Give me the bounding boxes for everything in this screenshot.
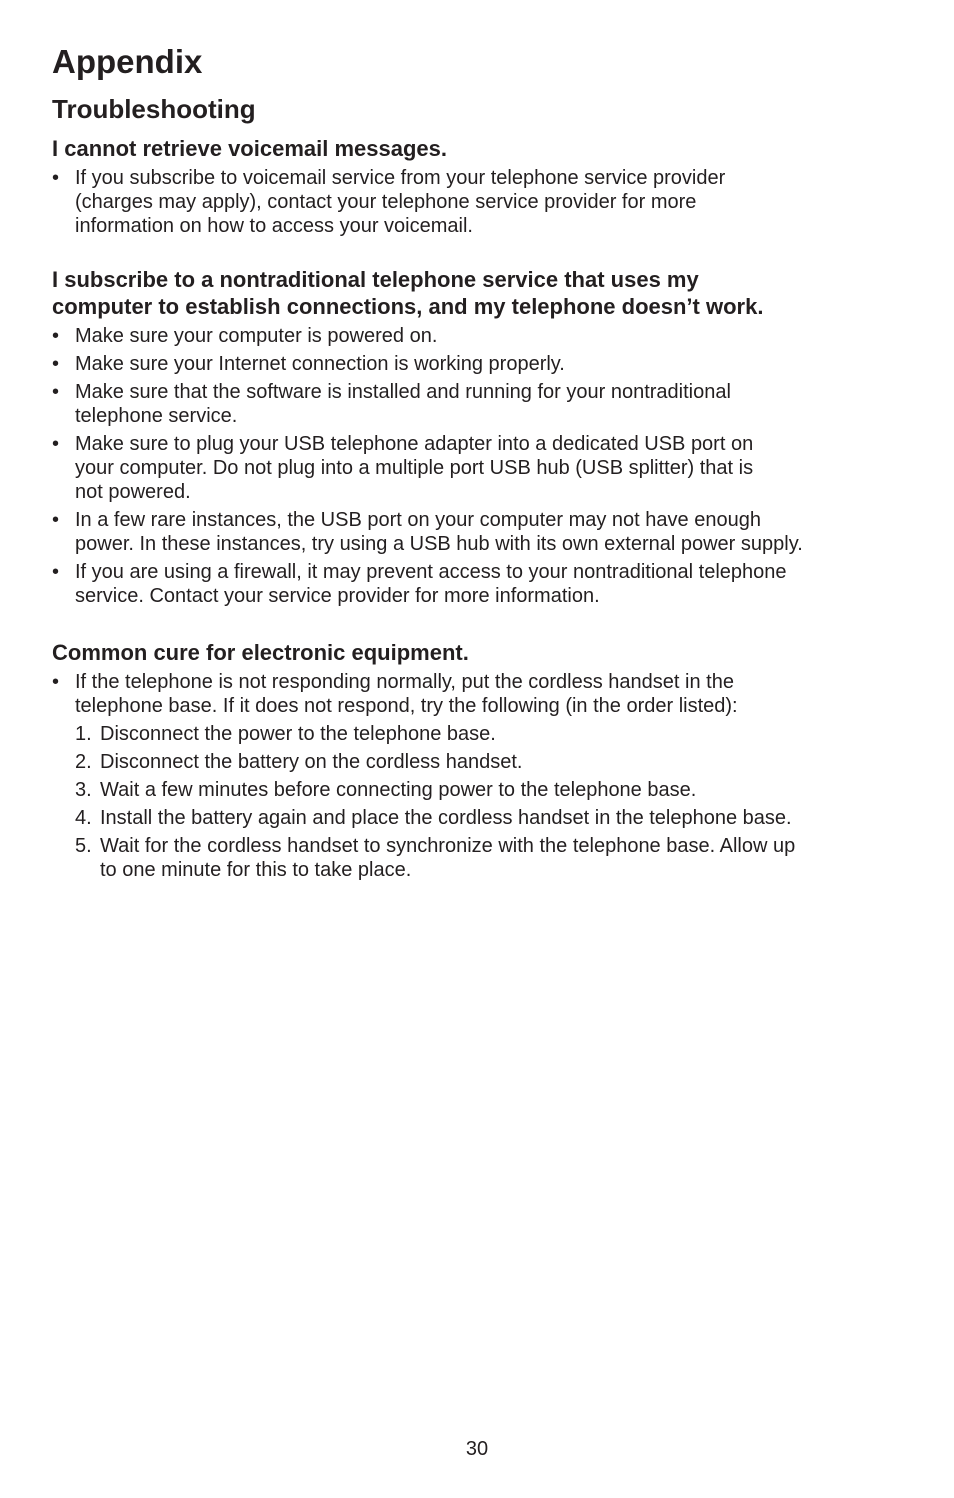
step-number: 5.	[75, 835, 92, 857]
step-item: 2. Disconnect the battery on the cordless handset.	[75, 751, 523, 773]
section-nontraditional-service	[52, 266, 912, 608]
list-item: • Make sure your computer is powered on.	[52, 325, 438, 347]
page-title: Appendix	[52, 43, 203, 80]
section-voicemail	[52, 135, 912, 238]
section-title: I subscribe to a nontraditional telephone service that uses my computer to establish connections, and my telephone doesn’t work.	[52, 267, 764, 319]
bullet-list	[52, 670, 912, 718]
list-item: • If the telephone is not responding normally, put the cordless handset in the telephone base. If it does not respond, try the following (in the order listed):	[52, 671, 738, 717]
step-item: 3. Wait a few minutes before connecting power to the telephone base.	[75, 779, 697, 801]
step-item: 1. Disconnect the power to the telephone base.	[75, 723, 496, 745]
section-title: I cannot retrieve voicemail messages.	[52, 136, 447, 161]
list-item: • In a few rare instances, the USB port on your computer may not have enough power. In these instances, try using a USB hub with its own external power supply.	[52, 509, 803, 555]
step-item: 5. Wait for the cordless handset to synchronize with the telephone base. Allow up to one minute for this to take place.	[75, 835, 796, 881]
bullet-glyph: •	[52, 509, 60, 531]
bullet-list	[52, 166, 912, 238]
list-item: • Make sure to plug your USB telephone adapter into a dedicated USB port on your computer. Do not plug into a multiple port USB hub (USB splitter) that is not powered.	[52, 433, 754, 503]
list-item: • Make sure your Internet connection is working properly.	[52, 353, 565, 375]
bullet-glyph: •	[52, 433, 60, 455]
page-subtitle: Troubleshooting	[52, 94, 256, 124]
bullet-glyph: •	[52, 167, 60, 189]
bullet-glyph: •	[52, 325, 60, 347]
list-item: • If you are using a firewall, it may prevent access to your nontraditional telephone service. Contact your service provider for more information.	[52, 561, 787, 607]
section-title: Common cure for electronic equipment.	[52, 640, 469, 665]
step-number: 4.	[75, 807, 92, 829]
numbered-steps	[52, 722, 912, 882]
step-number: 1.	[75, 723, 92, 745]
bullet-list	[52, 324, 912, 608]
bullet-glyph: •	[52, 353, 60, 375]
page-number: 30	[465, 1438, 489, 1460]
step-item: 4. Install the battery again and place the cordless handset in the telephone base.	[75, 807, 792, 829]
bullet-glyph: •	[52, 671, 60, 693]
bullet-glyph: •	[52, 381, 60, 403]
list-item: • Make sure that the software is installed and running for your nontraditional telephone service.	[52, 381, 731, 427]
section-common-cure	[52, 639, 912, 882]
step-number: 2.	[75, 751, 92, 773]
bullet-glyph: •	[52, 561, 60, 583]
list-item: • If you subscribe to voicemail service from your telephone service provider (charges may apply), contact your telephone service provider for more information on how to access your voicemail.	[52, 167, 726, 237]
step-number: 3.	[75, 779, 92, 801]
